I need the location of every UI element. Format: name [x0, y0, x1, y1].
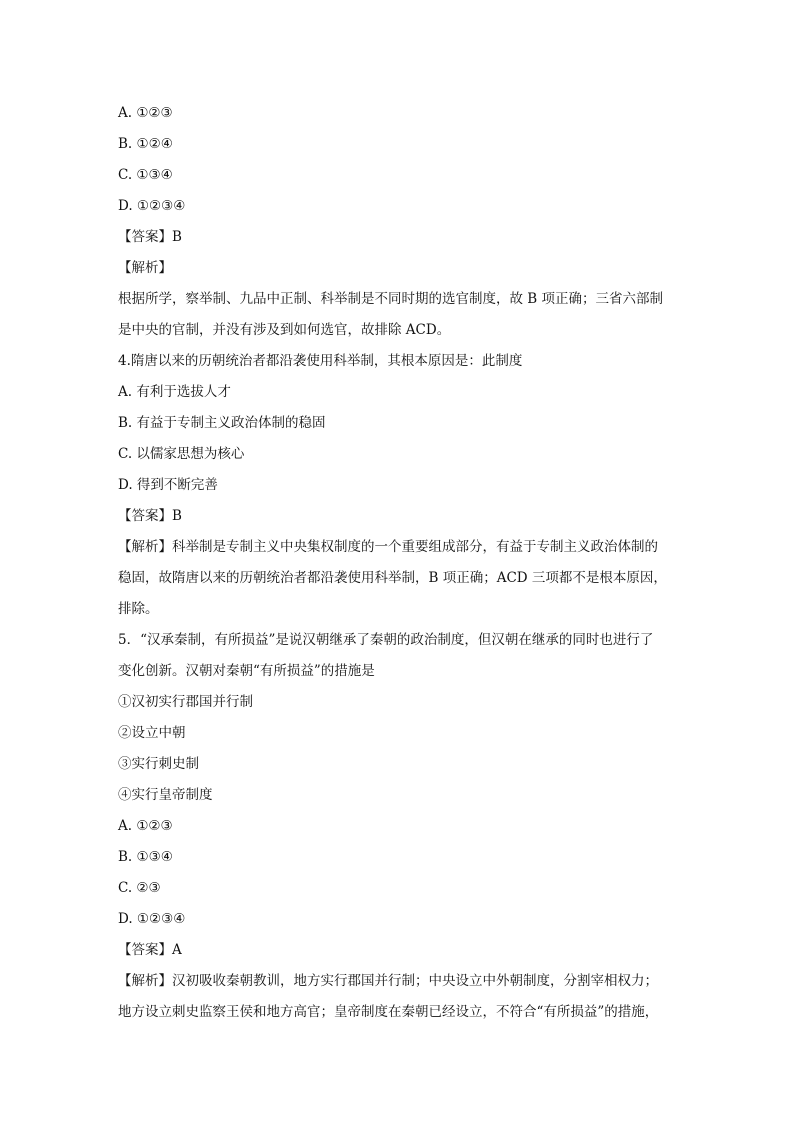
answer-label: 【答案】A — [118, 942, 182, 958]
analysis-text: 【解析】科举制是专制主义中央集权制度的一个重要组成部分，有益于专制主义政治体制的 — [118, 539, 658, 555]
option-b: B. 有益于专制主义政治体制的稳固 — [118, 415, 326, 431]
option-a: A. ①②③ — [118, 818, 173, 834]
answer-label: 【答案】B — [118, 229, 182, 245]
analysis-text: 排除。 — [118, 601, 159, 617]
analysis-text: 是中央的官制，并没有涉及到如何选官，故排除 ACD。 — [118, 322, 451, 338]
analysis-label: 【解析】 — [118, 260, 172, 276]
option-d: D. ①②③④ — [118, 198, 186, 214]
answer-label: 【答案】B — [118, 508, 182, 524]
analysis-text: 稳固，故隋唐以来的历朝统治者都沿袭使用科举制，B 项正确；ACD 三项都不是根本原因， — [118, 570, 667, 586]
statement-3: ③实行刺史制 — [118, 756, 199, 772]
statement-1: ①汉初实行郡国并行制 — [118, 694, 253, 710]
analysis-text: 根据所学，察举制、九品中正制、科举制是不同时期的选官制度，故 B 项正确；三省六部制 — [118, 291, 664, 307]
question-4: 4.隋唐以来的历朝统治者都沿袭使用科举制，其根本原因是：此制度 — [118, 353, 523, 369]
analysis-text: 【解析】汉初吸收秦朝教训，地方实行郡国并行制；中央设立中外朝制度，分割宰相权力； — [118, 973, 658, 989]
option-a: A. ①②③ — [118, 105, 173, 121]
statement-4: ④实行皇帝制度 — [118, 787, 213, 803]
statement-2: ②设立中朝 — [118, 725, 186, 741]
question-5: 5．“汉承秦制，有所损益”是说汉朝继承了秦朝的政治制度，但汉朝在继承的同时也进行了 — [118, 632, 654, 648]
option-b: B. ①③④ — [118, 849, 173, 865]
option-c: C. ②③ — [118, 880, 161, 896]
option-d: D. 得到不断完善 — [118, 477, 218, 493]
option-d: D. ①②③④ — [118, 911, 186, 927]
analysis-text: 地方设立刺史监察王侯和地方高官；皇帝制度在秦朝已经设立，不符合“有所损益”的措施， — [118, 1004, 659, 1020]
question-5: 变化创新。汉朝对秦朝“有所损益”的措施是 — [118, 663, 375, 679]
option-c: C. ①③④ — [118, 167, 173, 183]
option-c: C. 以儒家思想为核心 — [118, 446, 245, 462]
option-b: B. ①②④ — [118, 136, 173, 152]
option-a: A. 有利于选拔人才 — [118, 384, 231, 400]
